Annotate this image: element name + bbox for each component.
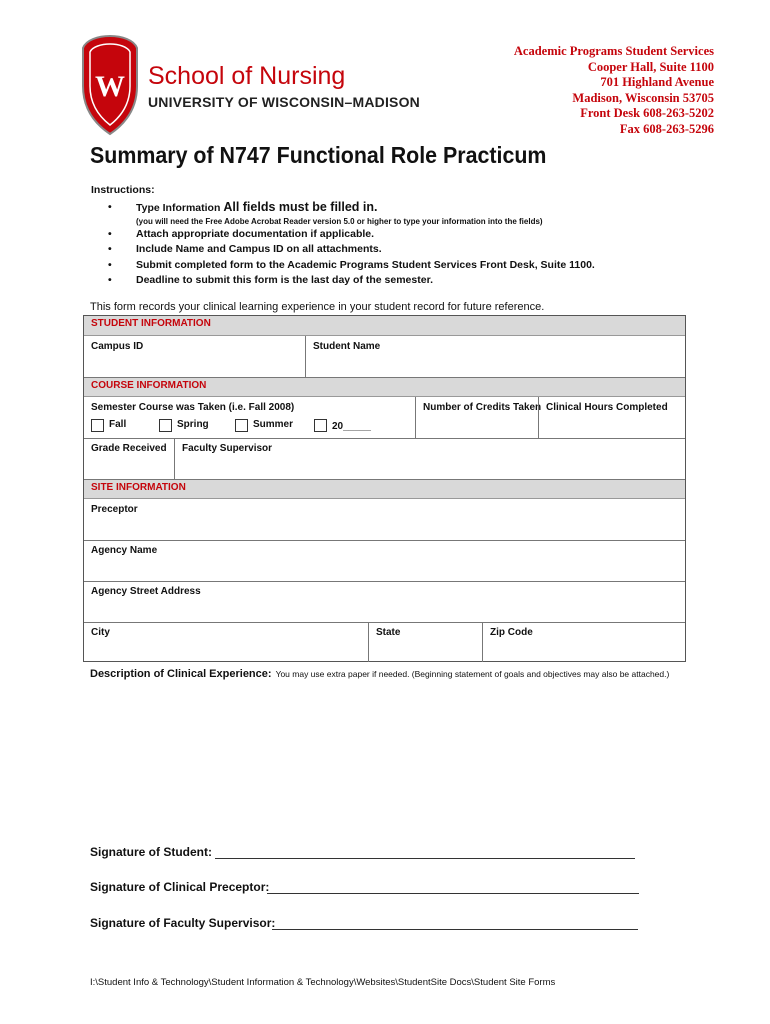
uw-crest-logo [80, 34, 140, 136]
city-field[interactable]: City [91, 627, 110, 638]
description-label: Description of Clinical Experience: You may use extra paper if needed. (Beginning statement of goals and objectives may also be attached.) [90, 668, 670, 680]
crest-letter: W [95, 70, 125, 103]
address-line: Academic Programs Student Services [513, 44, 714, 58]
department-address [514, 44, 714, 137]
course-information-header: COURSE INFORMATION [84, 377, 685, 397]
instructions-label: Instructions: [91, 184, 155, 196]
fall-label: Fall [109, 419, 127, 430]
clinical-hours-field[interactable]: Clinical Hours Completed [538, 397, 685, 438]
faculty-signature-line[interactable] [272, 929, 638, 930]
credits-field[interactable]: Number of Credits Taken [415, 397, 538, 438]
list-item: • Include Name and Campus ID on all attachments. [108, 243, 382, 255]
student-information-header: STUDENT INFORMATION [84, 316, 685, 336]
site-information-header: SITE INFORMATION [84, 479, 685, 499]
address-line: Fax 608-263-5296 [619, 121, 714, 136]
zip-code-field[interactable]: Zip Code [482, 622, 685, 662]
record-notice: This form records your clinical learning experience in your student record for future reference. [90, 301, 545, 313]
university-name: UNIVERSITY OF WISCONSIN–MADISON [148, 94, 420, 110]
spring-label: Spring [177, 419, 209, 430]
instructions-list [108, 200, 595, 289]
list-item: • Attach appropriate documentation if applicable. [108, 227, 375, 240]
list-item: • Deadline to submit this form is the last day of the semester. [108, 274, 433, 286]
fall-checkbox[interactable] [91, 419, 104, 432]
page-title: Summary of N747 Functional Role Practicum [90, 142, 547, 168]
preceptor-signature-line[interactable] [267, 893, 639, 894]
agency-address-field[interactable]: Agency Street Address [91, 586, 201, 597]
student-name-field[interactable]: Student Name [305, 336, 685, 377]
address-line: Madison, Wisconsin 53705 [572, 90, 714, 105]
summer-checkbox[interactable] [235, 419, 248, 432]
address-line: 701 Highland Avenue [600, 75, 714, 89]
faculty-supervisor-field[interactable]: Faculty Supervisor [174, 438, 685, 479]
state-field[interactable]: State [368, 622, 482, 662]
year-checkbox[interactable] [314, 419, 327, 432]
school-name: School of Nursing [148, 62, 346, 90]
agency-name-field[interactable]: Agency Name [91, 545, 158, 556]
student-signature-line[interactable] [215, 858, 635, 859]
address-line: Front Desk 608-263-5202 [580, 106, 714, 120]
file-path-footer: I:\Student Info & Technology\Student Information & Technology\Websites\StudentSite Docs\Student Site Forms [90, 977, 556, 988]
faculty-signature-label: Signature of Faculty Supervisor: [90, 916, 276, 930]
student-signature-label: Signature of Student: [90, 845, 212, 859]
preceptor-field[interactable]: Preceptor [91, 504, 138, 515]
list-item: • Submit completed form to the Academic Programs Student Services Front Desk, Suite 1100. [108, 258, 595, 271]
preceptor-signature-label: Signature of Clinical Preceptor: [90, 880, 270, 894]
practicum-form [83, 315, 686, 662]
list-item: • Type Information All fields must be filled in. (you will need the Free Adobe Acrobat Reader version 5.0 or higher to type your information into the fields) [108, 200, 543, 226]
semester-field: Semester Course was Taken (i.e. Fall 2008) [91, 402, 295, 413]
description-field[interactable] [90, 682, 686, 832]
summer-label: Summer [253, 419, 294, 430]
campus-id-field[interactable]: Campus ID [91, 341, 144, 352]
grade-received-field[interactable]: Grade Received [91, 443, 167, 454]
spring-checkbox[interactable] [159, 419, 172, 432]
year-label: 20_____ [332, 421, 371, 432]
address-line: Cooper Hall, Suite 1100 [587, 59, 714, 74]
